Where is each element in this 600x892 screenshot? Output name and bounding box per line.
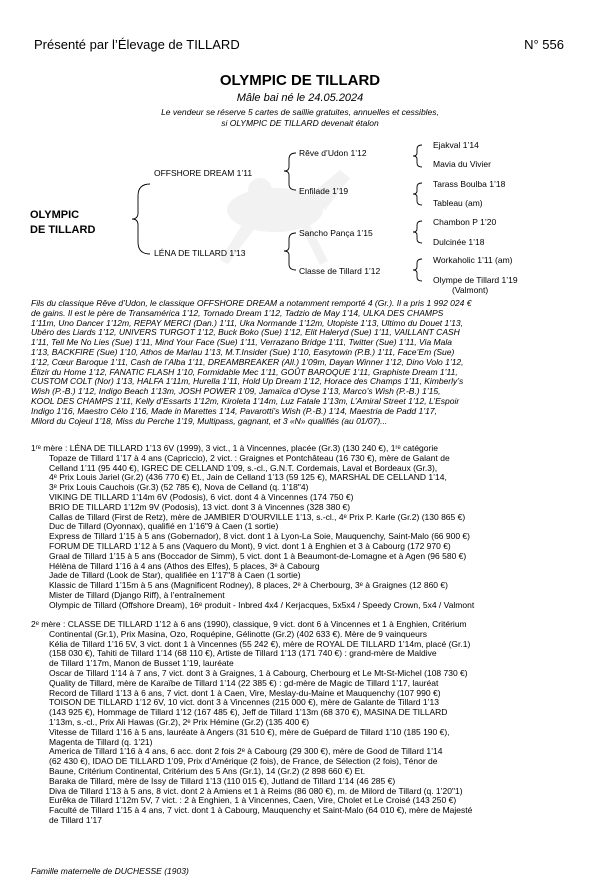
sire-paragraph-line: Wish (P.-B.) 1’12, Indigo Beach 1’13m, JOSH POWER 1’09, Jamaïca d’Oyse 1’13, Marco’s Wish (P.-B.) 1’15,: [31, 386, 441, 397]
dam-name: LÉNA DE TILLARD 1’13: [154, 248, 246, 258]
first-dam-line: Klassic de Tillard 1’15m à 5 ans (Magnificent Rodney), 8 places, 2ᵉ à Cherbourg, 3ᵉ à Graignes (12 860 €): [49, 580, 448, 591]
seller-note-line: si OLYMPIC DE TILLARD devenait étalon: [221, 118, 379, 128]
sire-dam-dam: Tableau (am): [433, 198, 483, 208]
sire-paragraph-line: 1’11m, Uno Dancer 1’12m, REPAY MERCI (Dan.) 1’11, Uka Normande 1’12m, Utopiste 1’13, Ultimo du Douet 1’13,: [31, 317, 463, 328]
first-dam-line: Duc de Tillard (Oyonnax), qualifié en 1’16"9 à Caen (1 sortie): [49, 521, 279, 532]
second-dam-line: TOISON DE TILLARD 1’12 6V, 10 vict. dont 3 à Vincennes (215 000 €), mère de Galante de Tillard 1’13: [49, 697, 439, 708]
second-dam-line: America de Tillard 1’16 à 4 ans, 6 acc. dont 2 fois 2ᵉ à Cabourg (29 300 €), mère de Good de Tillard 1’14: [49, 746, 443, 757]
second-dam-line: Vitesse de Tillard 1’16 à 5 ans, lauréate à Angers (31 510 €), mère de Guépard de Tillard 1’10 (185 190 €),: [49, 726, 450, 737]
first-dam-line: Callas de Tillard (First de Retz), mère de JAMBIER D’OURVILLE 1’13, s.-cl., 4ᵉ Prix P. Karle (Gr.2) (130 865 €): [49, 511, 466, 522]
sire-paragraph-line: Milord du Cojeul 1’18, Miss du Perche 1’19, Multipass, gagnant, et 3 «N» qualifiés (au 01/07)...: [31, 415, 388, 426]
second-dam-line: de Tillard 1’17m, Manon de Busset 1’19, lauréate: [49, 658, 234, 669]
lot-number: N° 556: [524, 37, 564, 52]
first-dam-section: [31, 444, 559, 611]
second-dam-line: Record de Tillard 1’13 à 6 ans, 7 vict. dont 1 à Caen, Vire, Meslay-du-Maine et Mauquenchy (107 990 €): [49, 687, 441, 698]
first-dam-line: Graal de Tillard 1’15 à 5 ans (Boccador de Simm), 5 vict. dont 1 à Beaumont-de-Lomagne et à Agen (96 580 €): [49, 550, 467, 561]
sire-dam: Enfilade 1’19: [299, 186, 349, 196]
second-dam-line: (158 030 €), Tahiti de Tillard 1’14 (68 110 €), Artiste de Tillard 1’13 (171 740 €) : grand-mère de Maldive: [49, 648, 437, 659]
first-dam-line: Jade de Tillard (Look de Star), qualifiée en 1’17"8 à Caen (1 sortie): [49, 570, 301, 581]
sire-paragraph-line: Fils du classique Rêve d’Udon, le classique OFFSHORE DREAM a notamment remporté 4 (Gr.). Il a pris 1 992 024 €: [31, 298, 472, 308]
second-dam-line: Baune, Critérium Continental, Critérium des 5 Ans (Gr.1), 14 (Gr.2) (2 898 660 €) Et.: [49, 765, 366, 776]
seller-note-line: Le vendeur se réserve 5 cartes de saillie gratuites, annuelles et cessibles,: [161, 107, 439, 117]
page-title: OLYMPIC DE TILLARD: [219, 72, 381, 89]
first-dam-line: Mister de Tillard (Django Riff), à l’entraînement: [49, 589, 225, 600]
first-dam-line: Hélèna de Tillard 1’16 à 4 ans (Athos des Elfes), 5 places, 3ᵉ à Cabourg: [49, 560, 320, 571]
first-dam-line: 1ʳᵉ mère : LÉNA DE TILLARD 1’13 6V (1999), 3 vict., 1 à Vincennes, placée (Gr.3) (130 240 €), 1ʳᵉ catégorie: [31, 443, 438, 453]
sire-paragraph-line: Ubéro des Liards 1’12, UNIVERS TURGOT 1’12, Buck Boko (Sue) 1’12, Elit Haleryd (Sue) 1’11, VAILLANT CASH: [31, 327, 460, 338]
second-dam-line: Quality de Tillard, mère de Karaïbe de Tillard 1’14 (22 385 €) : gd-mère de Magic de Tillard 1’17, lauréat: [49, 677, 439, 688]
second-dam-line: 1’13m, s.-cl., Prix Ali Hawas (Gr.2), 2ᵉ Prix Hémine (Gr.2) (135 400 €): [49, 716, 310, 727]
sire-dam-sire: Tarass Boulba 1’18: [433, 179, 506, 189]
first-dam-line: 3ᵉ Prix Louis Cauchois (Gr.3) (52 785 €), Nova de Celland (q. 1’18"4): [49, 482, 309, 493]
dam-dam-dam: Olympe de Tillard 1’19: [433, 275, 518, 285]
sire-name: OFFSHORE DREAM 1’11: [154, 168, 253, 178]
dam-sire-sire: Chambon P 1’20: [433, 217, 497, 227]
horse-description: Mâle bai né le 24.05.2024: [236, 92, 364, 104]
second-dam-line: Baraka de Tillard, mère de Issy de Tillard 1’13 (110 015 €), Jutland de Tillard 1’14 (46 285 €): [49, 775, 396, 786]
second-dam-line: Faculté de Tillard 1’15 à 4 ans, 7 vict. dont 1 à Cabourg, Mauquenchy et Saint-Malo (64 010 €), mère de Majesté: [49, 805, 473, 816]
horse-name-line: DE TILLARD: [30, 224, 96, 236]
sire-offspring-paragraph: [31, 299, 559, 426]
second-dam-line: (62 430 €), IDAO DE TILLARD 1’09, Prix d’Amérique (2 fois), de France, de Sélection (2 fois), Ténor de: [49, 756, 438, 767]
first-dam-line: Topaze de Tillard 1’17 à 4 ans (Capriccio), 2 vict. : Graignes et Pontchâteau (16 730 €), mère de Galant de: [49, 452, 450, 463]
second-dam-line: Oscar de Tillard 1’14 à 7 ans, 7 vict. dont 3 à Graignes, 1 à Cabourg, Cherbourg et Le Mt-St-Michel (108 730 €): [49, 667, 468, 678]
second-dam-line: Magenta de Tillard (q. 1’21): [49, 736, 153, 747]
sire-sire-sire: Ejakval 1’14: [433, 140, 479, 150]
dam-sire: Sancho Pança 1’15: [299, 228, 373, 238]
dam-dam: Classe de Tillard 1’12: [299, 266, 381, 276]
sire-paragraph-line: 1’12, Cœur Baroque 1’11, Cash de l’Alba 1’11, DREAMBREAKER (All.) 1’09m, Dayan Winner 1’12, Dino Volo 1’12,: [31, 356, 464, 367]
second-dam-line: Kélia de Tillard 1’16 5V, 3 vict. dont 1 à Vincennes (55 242 €), mère de ROYAL DE TILLARD 1’14m, placé (Gr.1): [49, 638, 471, 649]
dam-dam-dam-sire: (Valmont): [452, 285, 489, 295]
horse-name-line: OLYMPIC: [30, 209, 80, 221]
second-dam-line: (143 925 €), Hommage de Tillard 1’12 (167 485 €), Jeff de Tillard 1’13m (68 370 €), MASINA DE TILLARD: [49, 707, 448, 718]
sire-sire: Rêve d’Udon 1’12: [299, 148, 367, 158]
first-dam-line: Olympic de Tillard (Offshore Dream), 16ᵉ produit - Inbred 4x4 / Kerjacques, 5x5x4 / Speedy Crown, 5x4 / Valmont: [49, 599, 475, 610]
dam-sire-dam: Dulcinée 1’18: [433, 237, 485, 247]
second-dam-line: 2ᵉ mère : CLASSE DE TILLARD 1’12 à 6 ans (1990), classique, 9 vict. dont 6 à Vincennes et 1 à Enghien, Critérium: [31, 619, 467, 629]
presenter-line: Présenté par l’Élevage de TILLARD: [34, 37, 240, 52]
first-dam-line: 4ᵉ Prix Louis Jariel (Gr.2) (436 770 €) Et., Jain de Celland 1’13 (59 125 €), MARSHAL DE CELLAND 1’14,: [49, 472, 447, 483]
sire-paragraph-line: de gains. Il est le père de Transamérica 1’12, Tornado Dream 1’12, Tadzio de May 1’14, ULKA DES CHAMPS: [31, 307, 444, 318]
dam-dam-sire: Workaholic 1’11 (am): [433, 255, 513, 265]
maternal-family: Famille maternelle de DUCHESSE (1903): [31, 866, 189, 876]
sire-sire-dam: Mavia du Vivier: [433, 159, 491, 169]
sire-paragraph-line: 1’13, BACKFIRE (Sue) 1’10, Athos de Marlau 1’13, M.T.Insider (Sue) 1’10, Easytowin (P.B.) 1’11, Face’Em (Sue): [31, 346, 455, 357]
second-dam-section: [31, 620, 559, 826]
sire-paragraph-line: Élizir du Home 1’12, FANATIC FLASH 1’10, Formidable Mec 1’11, GOÛT BAROQUE 1’11, Graphiste Dream 1’11,: [31, 366, 458, 377]
second-dam-line: Diva de Tillard 1’13 à 5 ans, 8 vict. dont 2 à Amiens et 1 à Reims (86 080 €), m. de Milord de Tillard (q. 1’20"1): [49, 785, 463, 796]
sire-paragraph-line: KOOL DES CHAMPS 1’11, Kelly d’Essarts 1’12m, Kiroleta 1’14m, Luz Fatale 1’13m, L’Amiral Street 1’12, L’Espoir: [31, 395, 460, 406]
first-dam-line: Express de Tillard 1’15 à 5 ans (Gobernador), 8 vict. dont 1 à Lyon-La Soie, Mauquenchy, Saint-Malo (66 900 €): [49, 531, 470, 542]
second-dam-line: de Tillard 1’17: [49, 814, 102, 825]
sire-paragraph-line: 1’11, Tell Me No Lies (Sue) 1’11, Mind Your Face (Sue) 1’11, Verrazano Bridge 1’11, Twitter (Sue) 1’11, Via Mala: [31, 337, 452, 348]
second-dam-line: Eurêka de Tillard 1’12m 5V, 7 vict. : 2 à Enghien, 1 à Vincennes, Caen, Vire, Cholet et Le Croisé (143 250 €): [49, 795, 457, 806]
first-dam-line: Celland 1’11 (95 440 €), IGREC DE CELLAND 1’09, s.-cl., G.N.T. Cordemais, Laval et Bordeaux (Gr.3),: [49, 462, 438, 473]
second-dam-line: Continental (Gr.1), Prix Masina, Ozo, Roquépine, Gélinotte (Gr.2) (402 633 €). Mère de 9 vainqueurs: [49, 628, 427, 639]
first-dam-line: BRIO DE TILLARD 1’12m 9V (Podosis), 13 vict. dont 3 à Vincennes (328 380 €): [49, 501, 351, 512]
sire-paragraph-line: CUSTOM COLT (Nor) 1’13, HALFA 1’11m, Hurella 1’11, Hold Up Dream 1’12, Horace des Champs 1’11, Kimberly’s: [31, 376, 464, 387]
first-dam-line: FORUM DE TILLARD 1’12 à 5 ans (Vaquero du Mont), 9 vict. dont 1 à Enghien et 3 à Cabourg (172 970 €): [49, 540, 451, 551]
sire-paragraph-line: Indigo 1’16, Maestro Célo 1’16, Made in Marettes 1’14, Pavarotti’s Wish (P.-B.) 1’14, Maestria de Padd 1’17,: [31, 405, 437, 416]
first-dam-line: VIKING DE TILLARD 1’14m 6V (Podosis), 6 vict. dont 4 à Vincennes (174 750 €): [49, 491, 354, 502]
